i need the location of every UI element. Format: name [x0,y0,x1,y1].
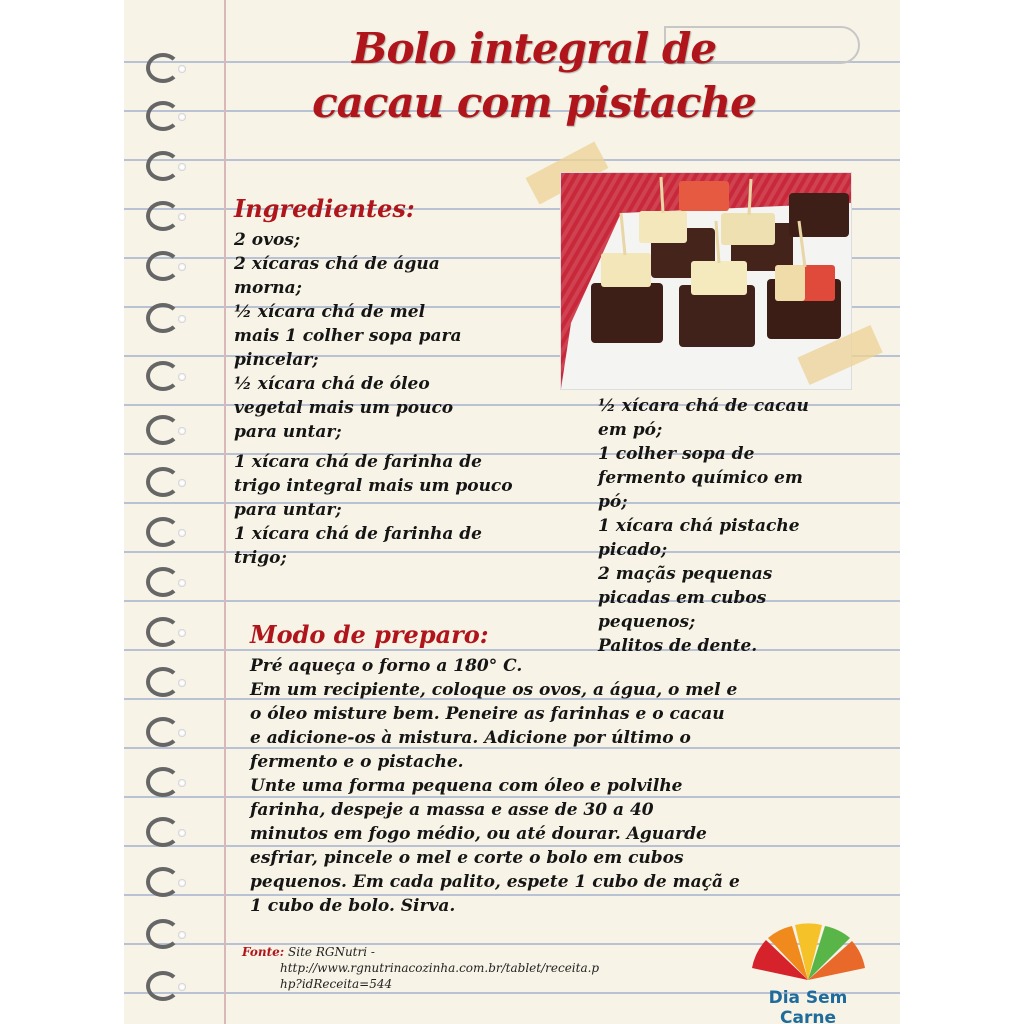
ingredient-line: 2 xícaras chá de água [234,254,440,274]
ingredient-line: 1 xícara chá de farinha de [234,452,482,472]
preparation-line: o óleo misture bem. Peneire as farinhas e o cacau [250,704,725,724]
binding-ring-icon [146,617,180,647]
ingredient-line: 1 colher sopa de [598,444,755,464]
preparation-line: Em um recipiente, coloque os ovos, a água, o mel e [250,680,738,700]
ingredient-line: em pó; [598,420,663,440]
preparation-heading: Modo de preparo: [250,620,489,649]
binding-ring-icon [146,919,180,949]
ingredient-line: trigo; [234,548,287,568]
preparation-line: Pré aqueça o forno a 180° C. [250,656,523,676]
ingredient-line: 2 maçãs pequenas [598,564,773,584]
ingredient-line: picadas em cubos [598,588,767,608]
margin-line [224,0,226,1024]
dia-sem-carne-logo [738,908,878,1024]
ingredient-line: para untar; [234,422,342,442]
binding-ring-icon [146,817,180,847]
binding-ring-icon [146,53,180,83]
ingredient-line: mais 1 colher sopa para [234,326,462,346]
ingredient-line: ½ xícara chá de óleo [234,374,430,394]
preparation-line: fermento e o pistache. [250,752,464,772]
preparation-line: 1 cubo de bolo. Sirva. [250,896,456,916]
recipe-title-line: cacau com pistache [312,78,756,127]
preparation-line: farinha, despeje a massa e asse de 30 a 40 [250,800,654,820]
recipe-title [274,22,794,130]
binding-ring-icon [146,867,180,897]
binding-ring-icon [146,251,180,281]
binding-ring-icon [146,517,180,547]
ingredient-line: pincelar; [234,350,319,370]
ingredient-line: trigo integral mais um pouco [234,476,513,496]
recipe-title-line: Bolo integral de [351,24,717,73]
ingredient-line: Palitos de dente. [598,636,758,656]
ingredient-line: fermento químico em [598,468,803,488]
source-label: Fonte: [242,945,285,959]
binding-ring-icon [146,567,180,597]
ingredient-line: picado; [598,540,668,560]
ingredient-line: ½ xícara chá de cacau [598,396,809,416]
preparation-line: minutos em fogo médio, ou até dourar. Aguarde [250,824,707,844]
source-site: Site RGNutri - [288,945,375,959]
logo-text: Dia Sem Carne [768,988,848,1024]
logo-fan-icon [738,908,878,988]
source-url-line[interactable]: hp?idReceita=544 [280,977,393,991]
binding-ring-icon [146,415,180,445]
preparation-line: esfriar, pincele o mel e corte o bolo em cubos [250,848,684,868]
source-url-line[interactable]: http://www.rgnutrinacozinha.com.br/tablet/receita.p [280,961,600,975]
binding-ring-icon [146,717,180,747]
binding-ring-icon [146,201,180,231]
ingredient-line: ½ xícara chá de mel [234,302,426,322]
preparation-steps [250,654,740,918]
binding-ring-icon [146,467,180,497]
binding-ring-icon [146,667,180,697]
ingredient-line: pequenos; [598,612,696,632]
binding-ring-icon [146,971,180,1001]
binding-ring-icon [146,303,180,333]
ingredients-list-right [598,394,809,658]
preparation-line: e adicione-os à mistura. Adicione por último o [250,728,691,748]
ingredients-heading: Ingredientes: [234,194,415,223]
ingredient-line: vegetal mais um pouco [234,398,454,418]
ingredient-line: 1 xícara chá pistache [598,516,800,536]
ingredients-list-left [234,228,513,570]
preparation-line: Unte uma forma pequena com óleo e polvilhe [250,776,683,796]
binding-ring-icon [146,151,180,181]
binding-ring-icon [146,101,180,131]
ingredient-line: 1 xícara chá de farinha de [234,524,482,544]
preparation-line: pequenos. Em cada palito, espete 1 cubo de maçã e [250,872,740,892]
source-credit [242,944,712,992]
ingredient-line: pó; [598,492,628,512]
ingredient-line: morna; [234,278,302,298]
notebook-paper [124,0,900,1024]
binding-ring-icon [146,361,180,391]
ingredient-line: para untar; [234,500,342,520]
ingredient-line: 2 ovos; [234,230,301,250]
binding-ring-icon [146,767,180,797]
